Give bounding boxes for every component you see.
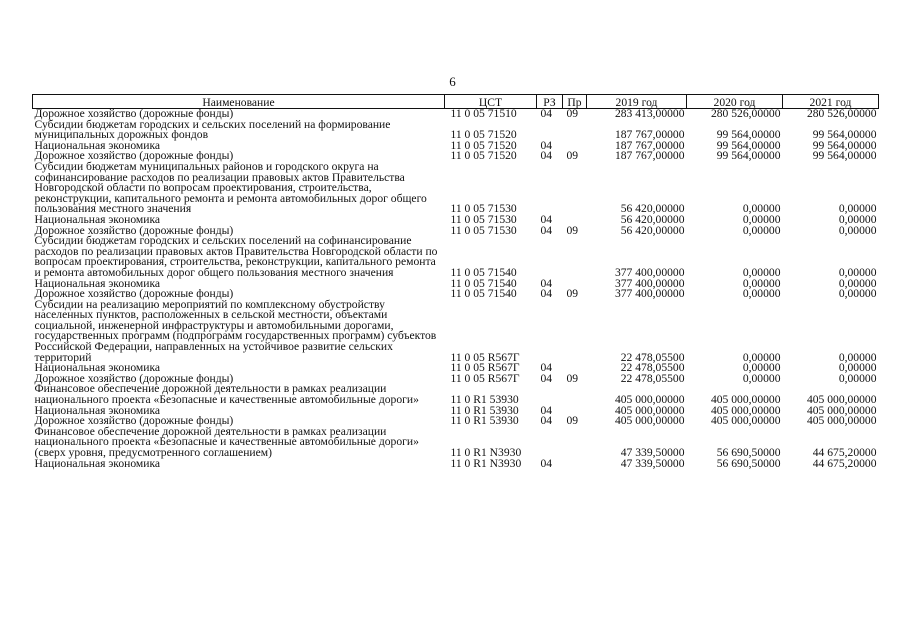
cell-name: Субсидии бюджетам городских и сельских поселений на софинансирование расходов по реализации правовых актов Правительства Новгородской области по вопросам проектирования, строительства, реконструкции, капитального ремонта и ремонта автомобильных дорог общего пользования местного значения bbox=[34, 234, 438, 279]
cell-rz: 04 bbox=[540, 107, 553, 120]
cell-name: Субсидии бюджетам муниципальных районов и городского округа на софинансирование расходов по реализации правовых актов Правительства Новгородской области по вопросам проектирования, строительства, реконструкции, капитального ремонта и ремонта автомобильных дорог общего пользования местного значения bbox=[34, 159, 427, 216]
column-header-rz: РЗ bbox=[537, 95, 563, 109]
cell-2020: 56 690,50000 bbox=[716, 446, 781, 459]
cell-name: Национальная экономика bbox=[34, 276, 161, 290]
table-row bbox=[33, 162, 879, 215]
cell-2019: 22 478,05500 bbox=[620, 371, 685, 385]
cell-pr: 09 bbox=[566, 107, 579, 120]
cell-name: Дорожное хозяйство (дорожные фонды) bbox=[34, 107, 234, 120]
cell-cst: 11 0 05 71520 bbox=[450, 128, 517, 142]
cell-cst: 11 0 05 71520 bbox=[450, 138, 517, 152]
cell-2020: 0,00000 bbox=[742, 361, 781, 375]
table-row bbox=[33, 384, 879, 405]
cell-2019: 405 000,00000 bbox=[614, 414, 685, 428]
cell-2020: 0,00000 bbox=[742, 202, 781, 216]
cell-2019: 377 400,00000 bbox=[614, 287, 685, 301]
cell-2020: 405 000,00000 bbox=[710, 393, 781, 407]
cell-2019: 56 420,00000 bbox=[620, 223, 685, 237]
table-row bbox=[33, 300, 879, 364]
cell-cst: 11 0 R1 53930 bbox=[450, 414, 519, 428]
cell-cst: 11 0 05 71530 bbox=[450, 202, 517, 216]
cell-name: Национальная экономика bbox=[34, 361, 161, 375]
cell-2021: 0,00000 bbox=[838, 265, 877, 279]
cell-name: Субсидии бюджетам городских и сельских поселений на формирование муниципальных дорожных фондов bbox=[34, 117, 391, 142]
cell-rz: 04 bbox=[540, 414, 553, 428]
cell-2021: 405 000,00000 bbox=[806, 403, 877, 417]
cell-cst: 11 0 05 71540 bbox=[450, 276, 517, 290]
cell-rz: 04 bbox=[540, 212, 553, 226]
cell-name: Дорожное хозяйство (дорожные фонды) bbox=[34, 223, 234, 237]
cell-2019: 187 767,00000 bbox=[614, 128, 685, 142]
table-row bbox=[33, 120, 879, 141]
cell-2021: 0,00000 bbox=[838, 361, 877, 375]
cell-2019: 405 000,00000 bbox=[614, 403, 685, 417]
cell-rz bbox=[537, 236, 563, 278]
table-row bbox=[33, 236, 879, 278]
column-header-cst: ЦСТ bbox=[445, 95, 537, 109]
table-row bbox=[33, 459, 879, 470]
cell-cst: 11 0 05 71540 bbox=[450, 287, 517, 301]
cell-cst: 11 0 R1 N3930 bbox=[450, 456, 522, 470]
cell-pr bbox=[563, 236, 587, 278]
cell-cst: 11 0 R1 N3930 bbox=[450, 446, 522, 459]
cell-cst: 11 0 05 71540 bbox=[450, 265, 517, 279]
cell-2021: 0,00000 bbox=[838, 202, 877, 216]
cell-2020: 0,00000 bbox=[742, 223, 781, 237]
cell-2021: 0,00000 bbox=[838, 212, 877, 226]
cell-name: Национальная экономика bbox=[34, 212, 161, 226]
cell-2021: 0,00000 bbox=[838, 287, 877, 301]
column-header-pr: Пр bbox=[563, 95, 587, 109]
cell-rz: 04 bbox=[540, 371, 553, 385]
cell-rz bbox=[537, 162, 563, 215]
cell-pr: 09 bbox=[566, 287, 579, 301]
cell-pr bbox=[563, 300, 587, 364]
cell-rz: 04 bbox=[540, 223, 553, 237]
cell-2019: 405 000,00000 bbox=[614, 393, 685, 407]
cell-2020: 99 564,00000 bbox=[716, 128, 781, 142]
cell-2021: 0,00000 bbox=[838, 276, 877, 290]
cell-2020: 405 000,00000 bbox=[710, 403, 781, 417]
cell-name: Финансовое обеспечение дорожной деятельности в рамках реализации национального проекта «Безопасные и качественные автомобильные дороги» (сверх уровня, предусмотренного соглашением) bbox=[34, 424, 419, 459]
cell-2019: 283 413,00000 bbox=[614, 107, 685, 120]
cell-pr bbox=[563, 162, 587, 215]
cell-rz bbox=[537, 120, 563, 141]
cell-name: Дорожное хозяйство (дорожные фонды) bbox=[34, 371, 234, 385]
cell-pr: 09 bbox=[566, 149, 579, 163]
cell-2020: 280 526,00000 bbox=[710, 107, 781, 120]
cell-2021: 405 000,00000 bbox=[806, 414, 877, 428]
cell-2021: 0,00000 bbox=[838, 223, 877, 237]
cell-rz bbox=[537, 427, 563, 459]
cell-pr bbox=[563, 384, 587, 405]
cell-2021: 280 526,00000 bbox=[806, 107, 877, 120]
cell-2020: 0,00000 bbox=[742, 287, 781, 301]
cell-2020: 0,00000 bbox=[742, 276, 781, 290]
cell-rz: 04 bbox=[540, 149, 553, 163]
cell-2021: 44 675,20000 bbox=[812, 446, 877, 459]
cell-name: Дорожное хозяйство (дорожные фонды) bbox=[34, 414, 234, 428]
cell-2021: 99 564,00000 bbox=[812, 128, 877, 142]
cell-2020: 405 000,00000 bbox=[710, 414, 781, 428]
cell-2019: 377 400,00000 bbox=[614, 276, 685, 290]
cell-cst: 11 0 R1 53930 bbox=[450, 403, 519, 417]
cell-2021: 99 564,00000 bbox=[812, 138, 877, 152]
cell-cst: 11 0 05 R567Г bbox=[450, 361, 520, 375]
cell-pr bbox=[563, 120, 587, 141]
cell-2020: 0,00000 bbox=[742, 265, 781, 279]
column-header-2020: 2020 год bbox=[687, 95, 783, 109]
cell-pr: 09 bbox=[566, 223, 579, 237]
column-header-name: Наименование bbox=[33, 95, 445, 109]
cell-rz: 04 bbox=[540, 287, 553, 301]
cell-name: Дорожное хозяйство (дорожные фонды) bbox=[34, 149, 234, 163]
cell-cst: 11 0 05 71510 bbox=[450, 107, 517, 120]
cell-2020: 56 690,50000 bbox=[716, 456, 781, 470]
cell-cst: 11 0 05 71520 bbox=[450, 149, 517, 163]
cell-2021: 405 000,00000 bbox=[806, 393, 877, 407]
cell-pr bbox=[563, 427, 587, 459]
cell-2021: 44 675,20000 bbox=[812, 456, 877, 470]
page-number: 6 bbox=[449, 74, 456, 89]
cell-rz: 04 bbox=[540, 138, 553, 152]
table-body bbox=[33, 109, 879, 470]
cell-name: Национальная экономика bbox=[34, 456, 161, 470]
cell-rz: 04 bbox=[540, 361, 553, 375]
cell-cst: 11 0 05 R567Г bbox=[450, 350, 520, 364]
cell-2020: 0,00000 bbox=[742, 371, 781, 385]
cell-cst: 11 0 05 R567Г bbox=[450, 371, 520, 385]
budget-table bbox=[32, 94, 879, 469]
cell-2019: 187 767,00000 bbox=[614, 138, 685, 152]
cell-pr bbox=[563, 459, 587, 470]
cell-2019: 47 339,50000 bbox=[620, 446, 685, 459]
cell-cst: 11 0 R1 53930 bbox=[450, 393, 519, 407]
cell-2020: 99 564,00000 bbox=[716, 138, 781, 152]
cell-2019: 22 478,05500 bbox=[620, 350, 685, 364]
cell-pr: 09 bbox=[566, 414, 579, 428]
cell-pr: 09 bbox=[566, 371, 579, 385]
cell-2020: 0,00000 bbox=[742, 212, 781, 226]
column-header-2021: 2021 год bbox=[783, 95, 879, 109]
cell-name: Финансовое обеспечение дорожной деятельности в рамках реализации национального проекта «Безопасные и качественные автомобильные дороги» bbox=[34, 382, 419, 407]
cell-rz bbox=[537, 384, 563, 405]
cell-2020: 0,00000 bbox=[742, 350, 781, 364]
cell-cst: 11 0 05 71530 bbox=[450, 223, 517, 237]
cell-name: Дорожное хозяйство (дорожные фонды) bbox=[34, 287, 234, 301]
cell-2019: 187 767,00000 bbox=[614, 149, 685, 163]
cell-2019: 56 420,00000 bbox=[620, 202, 685, 216]
cell-rz bbox=[537, 300, 563, 364]
cell-2020: 99 564,00000 bbox=[716, 149, 781, 163]
cell-2019: 56 420,00000 bbox=[620, 212, 685, 226]
cell-name: Субсидии на реализацию мероприятий по комплексному обустройству населенных пунктов, расположенных в сельской местности, объектами социальной, инженерной инфраструктуры и автомобильными дорогами, государственных программ (подпрограмм государственных программ) субъектов Российской Федерации, направленных на устойчивое развитие сельских территорий bbox=[34, 297, 437, 364]
cell-2021: 0,00000 bbox=[838, 371, 877, 385]
cell-2021: 0,00000 bbox=[838, 350, 877, 364]
cell-2019: 47 339,50000 bbox=[620, 456, 685, 470]
cell-rz: 04 bbox=[540, 456, 553, 470]
cell-rz: 04 bbox=[540, 403, 553, 417]
cell-name: Национальная экономика bbox=[34, 403, 161, 417]
table-row bbox=[33, 427, 879, 459]
cell-2021: 99 564,00000 bbox=[812, 149, 877, 163]
cell-cst: 11 0 05 71530 bbox=[450, 212, 517, 226]
column-header-2019: 2019 год bbox=[587, 95, 687, 109]
cell-2019: 377 400,00000 bbox=[614, 265, 685, 279]
cell-name: Национальная экономика bbox=[34, 138, 161, 152]
cell-2019: 22 478,05500 bbox=[620, 361, 685, 375]
cell-rz: 04 bbox=[540, 276, 553, 290]
